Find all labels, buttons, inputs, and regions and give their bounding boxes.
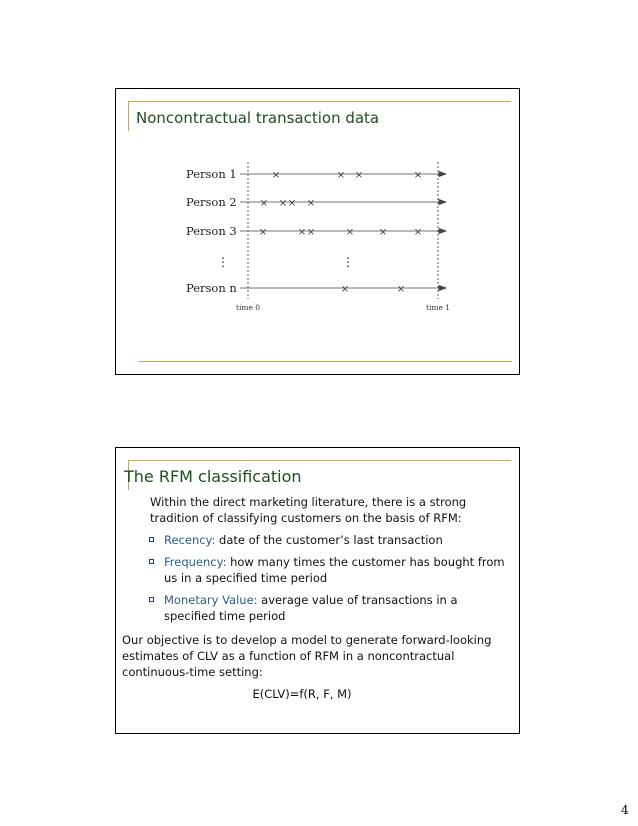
transaction-mark-icon: × [413, 170, 423, 181]
transaction-mark-icon: × [258, 227, 268, 238]
bullet-monetary-value [136, 592, 508, 624]
title-rule-horizontal [128, 460, 511, 461]
footer-rule [138, 361, 512, 362]
transaction-mark-icon: × [306, 227, 316, 238]
bullet-frequency [136, 554, 508, 586]
bullet-text: date of the customer’s last transaction [215, 533, 443, 547]
bullet-term: Monetary Value: [164, 593, 258, 607]
bullet-text: average value of transactions in a specified time period [164, 593, 458, 623]
slide-rfm-classification [115, 447, 520, 734]
bullet-term: Frequency: [164, 555, 227, 569]
transaction-mark-icon: × [354, 170, 364, 181]
transaction-mark-icon: × [271, 170, 281, 181]
slide-title: Noncontractual transaction data [136, 109, 380, 127]
ellipsis-transactions: ⋮ [342, 255, 354, 269]
slide-body [122, 494, 508, 702]
objective-paragraph: Our objective is to develop a model to generate forward-looking estimates of CLV as a function of RFM in a noncontractual continuous-time setting: [122, 633, 492, 679]
bullet-text: how many times the customer has bought from us in a specified time period [164, 555, 505, 585]
arrow-icon [439, 200, 446, 205]
transaction-mark-icon: × [378, 227, 388, 238]
square-bullet-icon [149, 597, 154, 602]
time-end-label: time 1 [425, 303, 451, 312]
arrow-icon [439, 286, 446, 291]
transaction-mark-icon: × [396, 284, 406, 295]
transaction-mark-icon: × [345, 227, 355, 238]
transaction-mark-icon: × [306, 198, 316, 209]
ellipsis-persons: ⋮ [217, 255, 229, 269]
page-number: 4 [621, 803, 629, 817]
person-label: Person 3 [186, 224, 237, 238]
transaction-mark-icon: × [278, 198, 288, 209]
transaction-mark-icon: × [297, 227, 307, 238]
intro-paragraph: Within the direct marketing literature, there is a strong tradition of classifying customers on the basis of RFM: [150, 495, 467, 525]
bullet-term: Recency: [164, 533, 216, 547]
arrow-icon [439, 229, 446, 234]
person-label: Person 2 [186, 195, 237, 209]
slide-title: The RFM classification [124, 467, 302, 486]
transaction-timeline-diagram [116, 89, 519, 374]
transaction-mark-icon: × [413, 227, 423, 238]
person-label: Person n [186, 281, 237, 295]
transaction-mark-icon: × [259, 198, 269, 209]
square-bullet-icon [149, 537, 154, 542]
slide-noncontractual-data [115, 88, 520, 375]
transaction-mark-icon: × [336, 170, 346, 181]
square-bullet-icon [149, 559, 154, 564]
transaction-mark-icon: × [287, 198, 297, 209]
clv-formula: E(CLV)=f(R, F, M) [252, 687, 352, 701]
time-start-label: time 0 [235, 303, 261, 312]
person-label: Person 1 [186, 167, 237, 181]
transaction-mark-icon: × [340, 284, 350, 295]
arrow-icon [439, 172, 446, 177]
bullet-recency [136, 532, 508, 548]
